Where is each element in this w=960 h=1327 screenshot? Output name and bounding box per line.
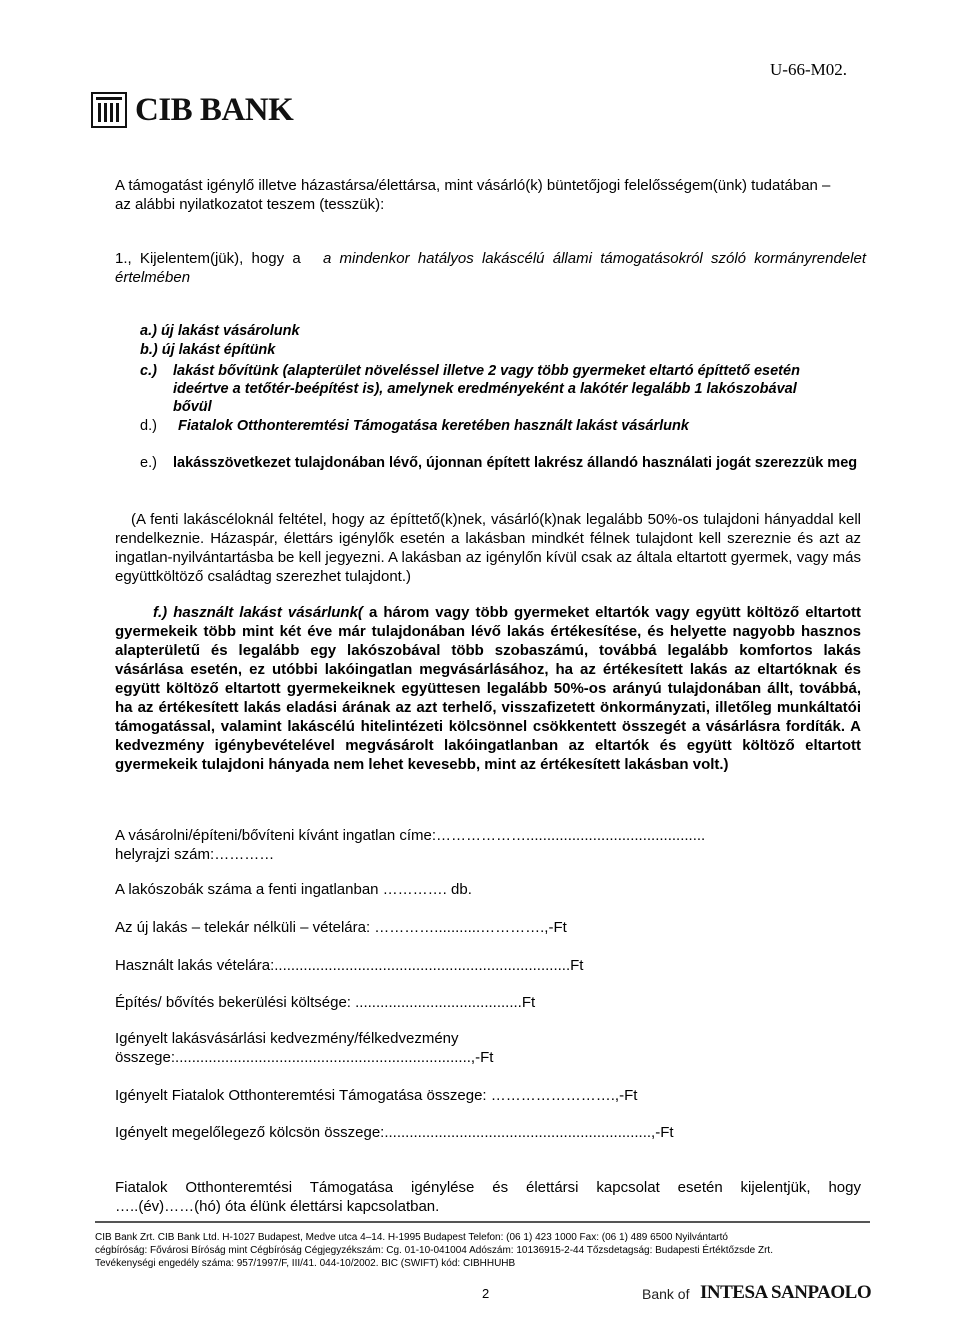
cib-bank-logo	[91, 92, 293, 128]
item-1-prefix: 1., Kijelentem(jük), hogy a	[115, 250, 301, 267]
option-f-label: f.)	[153, 604, 168, 621]
footer-line-1: CIB Bank Zrt. CIB Bank Ltd. H-1027 Budapest, Medve utca 4–14. H-1995 Budapest Telefon: (06 1) 423 1000 Fax: (06 1) 489 6500 Nyilvántartó	[95, 1232, 728, 1243]
field-new-price[interactable]: Az új lakás – telekár nélküli – vételára: …………...........………….,-Ft	[115, 919, 567, 936]
field-build-cost[interactable]: Építés/ bővítés bekerülési költsége: ........................................Ft	[115, 994, 536, 1011]
item-1-italic: a mindenkor hatályos lakáscélú állami támogatásokról szóló kormányrendelet értelmében	[115, 250, 866, 286]
option-f-italic: használt lakást vásárlunk(	[173, 604, 363, 621]
option-d-text: Fiatalok Otthonteremtési Támogatása keretében használt lakást vásárlunk	[178, 418, 689, 434]
partner-statement: Fiatalok Otthonteremtési Támogatása igénylése és élettársi kapcsolat esetén kijelentjük, hogy	[115, 1179, 861, 1196]
field-used-price[interactable]: Használt lakás vételára:.......................................................................Ft	[115, 957, 584, 974]
option-b: b.) új lakást építünk	[140, 342, 276, 358]
footer-line-2: cégbíróság: Fővárosi Bíróság mint Cégbíróság Cégjegyzékszám: Cg. 01-10-041004 Adószám: 10136915-2-44 Tőzsdetagság: Budapesti Értéktőzsde Zrt.	[95, 1245, 773, 1256]
field-prefinance-loan[interactable]: Igényelt megelőlegező kölcsön összege:................................................................,-Ft	[115, 1124, 674, 1141]
field-address[interactable]: A vásárolni/építeni/bővíteni kívánt ingatlan címe:………………...........................................	[115, 827, 706, 844]
document-code: U-66-M02.	[770, 60, 847, 79]
option-e-text: lakásszövetkezet tulajdonában lévő, újonnan épített lakrész állandó használati jogát szerezzük meg	[173, 455, 858, 471]
bank-of-label: Bank of	[642, 1286, 690, 1302]
option-c-label: c.)	[140, 363, 157, 379]
footer	[95, 1231, 895, 1270]
option-c-text: lakást bővítünk (alapterület növeléssel illetve 2 vagy több gyermeket eltartó építtető esetén ideértve a tetőtér-beépítést is), amelynek eredményeként a lakótér legalább 1 lakószobával bővül	[173, 363, 800, 415]
footer-line-3: Tevékenységi engedély száma: 957/1997/F, III/41. 044-10/2002. BIC (SWIFT) kód: CIBHHUHB	[95, 1258, 516, 1269]
intro-text: A támogatást igénylő illetve házastársa/élettársa, mint vásárló(k) büntetőjogi felelősségem(ünk) tudatában – az alábbi nyilatkozatot teszem (tesszük):	[115, 177, 831, 213]
option-f-text: a három vagy több gyermeket eltartók vagy együtt költöző eltartott gyermekeik több mint két éve már tulajdonában lévő lakás értékesítése, és helyette nagyobb hasznos alapterületű és legalább egy lakószobával több szobaszámú, továbbá legalább komfortos lakás vásárlása esetén, ez utóbbi lakóingatlan megvásárlásához, ha az értékesített lakás az eltartóknak és együtt költöző eltartott gyermekeiknek együttesen legalább 50%-os arányú tulajdonában állt, továbbá, ha az értékesített lakás eladási árának az azt terhelő, visszafizetett önkormányzati, illetőleg munkáltatói támogatással, valamint lakáscélú hitelintézeti kölcsönnel csökkentett összegét a vásárlásra fordíták. A kedvezmény igénybevételével megvásárolt lakóingatlanban az eltartók és együtt költöző eltartott gyermekeik tulajdoni hányada nem lehet kevesebb, mint az értékesített lakásban volt.)	[115, 604, 862, 773]
field-subsidy-label: Igényelt lakásvásárlási kedvezmény/félkedvezmény	[115, 1030, 459, 1047]
option-e-label: e.)	[140, 455, 157, 471]
partner-date-field[interactable]: …..(év)……(hó) óta élünk élettársi kapcsolatban.	[115, 1198, 440, 1215]
logo-text: CIB BANK	[135, 92, 294, 128]
field-fot-amount[interactable]: Igényelt Fiatalok Otthonteremtési Támogatása összege: …………………….,-Ft	[115, 1087, 638, 1104]
intesa-sanpaolo-logo: INTESA SANPAOLO	[700, 1282, 872, 1303]
option-a: a.) új lakást vásárolunk	[140, 323, 300, 339]
page-number: 2	[482, 1286, 490, 1301]
footer-divider	[95, 1221, 870, 1223]
option-f	[115, 603, 861, 774]
field-rooms[interactable]: A lakószobák száma a fenti ingatlanban …………. db.	[115, 881, 472, 898]
field-subsidy-amount[interactable]: összege:.......................................................................,-Ft	[115, 1049, 494, 1066]
option-d-label: d.)	[140, 418, 157, 434]
cib-columns-icon	[91, 92, 127, 128]
note-text: (A fenti lakáscéloknál feltétel, hogy az építtető(k)nek, vásárló(k)nak legalább 50%-os tulajdoni hányaddal kell rendelkeznie. Házaspár, élettárs igénylők esetén a lakásban mindkét félnek tulajdont kell szereznie és azt az ingatlan-nyilvántartásba be kell jegyezni. A lakásban az igénylőn kívül csak az általa eltartott gyermek, vagy más együttköltöző családtag szerezhet tulajdont.)	[115, 511, 861, 585]
item-1	[115, 249, 866, 287]
field-lot-number[interactable]: helyrajzi szám:…………	[115, 846, 275, 863]
